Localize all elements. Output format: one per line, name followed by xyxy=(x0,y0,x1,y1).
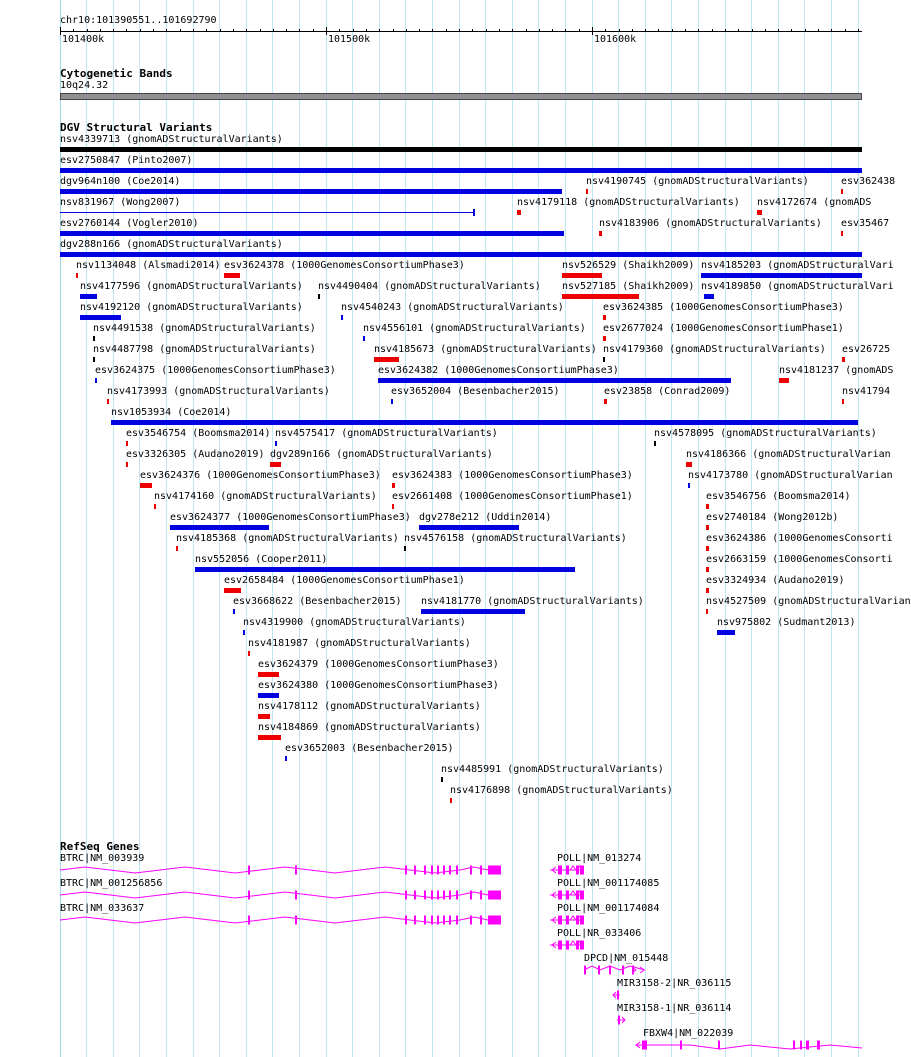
variant-label[interactable]: nsv526529 (Shaikh2009) xyxy=(562,260,695,271)
gene-label[interactable]: MIR3158-1|NR_036114 xyxy=(617,1003,732,1014)
variant-label[interactable]: esv26725 xyxy=(842,344,891,355)
gene-label[interactable]: BTRC|NM_003939 xyxy=(60,853,145,864)
variant-label[interactable]: nsv4177596 (gnomADStructuralVariants) xyxy=(80,281,303,292)
variant-label[interactable]: esv3668622 (Besenbacher2015) xyxy=(233,596,402,607)
gene-label[interactable]: BTRC|NM_033637 xyxy=(60,903,145,914)
variant-label[interactable]: esv3624385 (1000GenomesConsortiumPhase3) xyxy=(603,302,844,313)
variant-label[interactable]: esv3546756 (Boomsma2014) xyxy=(706,491,851,502)
variant-label[interactable]: esv3652004 (Besenbacher2015) xyxy=(391,386,560,397)
variant-label[interactable]: nsv4575417 (gnomADStructuralVariants) xyxy=(275,428,498,439)
cyto-band-label: 10q24.32 xyxy=(60,80,109,91)
variant-label[interactable]: esv3624375 (1000GenomesConsortiumPhase3) xyxy=(95,365,336,376)
track-title-dgv: DGV Structural Variants xyxy=(60,121,213,134)
ruler-tick-label: 101500k xyxy=(328,34,371,45)
variant-label[interactable]: esv362438 xyxy=(841,176,896,187)
variant-label[interactable]: nsv4173780 (gnomADStructuralVarian xyxy=(688,470,893,481)
gene-label[interactable]: BTRC|NM_001256856 xyxy=(60,878,163,889)
variant-label[interactable]: esv2663159 (1000GenomesConsorti xyxy=(706,554,893,565)
gene-label[interactable]: MIR3158-2|NR_036115 xyxy=(617,978,732,989)
variant-label[interactable]: esv3624386 (1000GenomesConsorti xyxy=(706,533,893,544)
variant-label[interactable]: esv3546754 (Boomsma2014) xyxy=(126,428,271,439)
variant-label[interactable]: esv3624378 (1000GenomesConsortiumPhase3) xyxy=(224,260,465,271)
variant-label[interactable]: esv2661408 (1000GenomesConsortiumPhase1) xyxy=(392,491,633,502)
gene-label[interactable]: POLL|NR_033406 xyxy=(557,928,642,939)
variant-label[interactable]: esv23858 (Conrad2009) xyxy=(604,386,731,397)
variant-label[interactable]: esv2677024 (1000GenomesConsortiumPhase1) xyxy=(603,323,844,334)
variant-label[interactable]: nsv4578095 (gnomADStructuralVariants) xyxy=(654,428,877,439)
variant-label[interactable]: nsv4491538 (gnomADStructuralVariants) xyxy=(93,323,316,334)
gene-label[interactable]: POLL|NM_013274 xyxy=(557,853,642,864)
variant-label[interactable]: nsv4185673 (gnomADStructuralVariants) xyxy=(374,344,597,355)
variant-label[interactable]: nsv975802 (Sudmant2013) xyxy=(717,617,856,628)
variant-label[interactable]: nsv4179118 (gnomADStructuralVariants) xyxy=(517,197,740,208)
variant-label[interactable]: nsv4186366 (gnomADStructuralVarian xyxy=(686,449,891,460)
variant-label[interactable]: nsv4190745 (gnomADStructuralVariants) xyxy=(586,176,809,187)
variant-label[interactable]: nsv4183906 (gnomADStructuralVariants) xyxy=(599,218,822,229)
variant-label[interactable]: nsv4576158 (gnomADStructuralVariants) xyxy=(404,533,627,544)
variant-label[interactable]: nsv4179360 (gnomADStructuralVariants) xyxy=(603,344,826,355)
variant-label[interactable]: dgv278e212 (Uddin2014) xyxy=(419,512,552,523)
gene-label[interactable]: POLL|NM_001174085 xyxy=(557,878,660,889)
variant-label[interactable]: nsv4540243 (gnomADStructuralVariants) xyxy=(341,302,564,313)
variant-label[interactable]: nsv552056 (Cooper2011) xyxy=(195,554,328,565)
variant-label[interactable]: nsv4181770 (gnomADStructuralVariants) xyxy=(421,596,644,607)
variant-label[interactable]: dgv964n100 (Coe2014) xyxy=(60,176,181,187)
variant-label[interactable]: nsv4185368 (gnomADStructuralVariants) xyxy=(176,533,399,544)
variant-label[interactable]: esv3624379 (1000GenomesConsortiumPhase3) xyxy=(258,659,499,670)
variant-label[interactable]: esv35467 xyxy=(841,218,890,229)
gene-label[interactable]: POLL|NM_001174084 xyxy=(557,903,660,914)
variant-label[interactable]: nsv4181237 (gnomADS xyxy=(779,365,894,376)
variant-label[interactable]: esv3624380 (1000GenomesConsortiumPhase3) xyxy=(258,680,499,691)
variant-label[interactable]: esv3624382 (1000GenomesConsortiumPhase3) xyxy=(378,365,619,376)
variant-label[interactable]: nsv4319900 (gnomADStructuralVariants) xyxy=(243,617,466,628)
variant-label[interactable]: nsv4527509 (gnomADStructuralVarian xyxy=(706,596,911,607)
variant-label[interactable]: esv3624376 (1000GenomesConsortiumPhase3) xyxy=(140,470,381,481)
track-title-refseq: RefSeq Genes xyxy=(60,840,140,853)
gene-label[interactable]: FBXW4|NM_022039 xyxy=(643,1028,734,1039)
variant-label[interactable]: nsv4184869 (gnomADStructuralVariants) xyxy=(258,722,481,733)
variant-label[interactable]: nsv1134048 (Alsmadi2014) xyxy=(76,260,221,271)
variant-label[interactable]: nsv4185203 (gnomADStructuralVari xyxy=(701,260,894,271)
variant-label[interactable]: dgv289n166 (gnomADStructuralVariants) xyxy=(270,449,493,460)
variant-label[interactable]: nsv4339713 (gnomADStructuralVariants) xyxy=(60,134,283,145)
variant-label[interactable]: esv3624377 (1000GenomesConsortiumPhase3) xyxy=(170,512,411,523)
variant-label[interactable]: esv3324934 (Audano2019) xyxy=(706,575,845,586)
variant-label[interactable]: esv3652003 (Besenbacher2015) xyxy=(285,743,454,754)
gene-label[interactable]: DPCD|NM_015448 xyxy=(584,953,669,964)
variant-label[interactable]: esv3326305 (Audano2019) xyxy=(126,449,265,460)
ruler-tick-label: 101400k xyxy=(62,34,105,45)
variant-label[interactable]: dgv288n166 (gnomADStructuralVariants) xyxy=(60,239,283,250)
variant-label[interactable]: nsv4192120 (gnomADStructuralVariants) xyxy=(80,302,303,313)
variant-label[interactable]: nsv4176898 (gnomADStructuralVariants) xyxy=(450,785,673,796)
variant-label[interactable]: nsv41794 xyxy=(842,386,891,397)
location-label: chr10:101390551..101692790 xyxy=(60,15,217,26)
variant-label[interactable]: nsv4490404 (gnomADStructuralVariants) xyxy=(318,281,541,292)
variant-label[interactable]: nsv4174160 (gnomADStructuralVariants) xyxy=(154,491,377,502)
ruler-tick-label: 101600k xyxy=(594,34,637,45)
variant-label[interactable]: nsv4487798 (gnomADStructuralVariants) xyxy=(93,344,316,355)
track-title-cytogenetic: Cytogenetic Bands xyxy=(60,67,173,80)
variant-label[interactable]: esv2740184 (Wong2012b) xyxy=(706,512,839,523)
variant-label[interactable]: esv2750847 (Pinto2007) xyxy=(60,155,193,166)
variant-label[interactable]: esv2760144 (Vogler2010) xyxy=(60,218,199,229)
variant-label[interactable]: nsv4173993 (gnomADStructuralVariants) xyxy=(107,386,330,397)
variant-label[interactable]: nsv4172674 (gnomADS xyxy=(757,197,872,208)
variant-label[interactable]: nsv4189850 (gnomADStructuralVari xyxy=(701,281,894,292)
variant-label[interactable]: nsv4181987 (gnomADStructuralVariants) xyxy=(248,638,471,649)
variant-label[interactable]: nsv527185 (Shaikh2009) xyxy=(562,281,695,292)
variant-label[interactable]: nsv4485991 (gnomADStructuralVariants) xyxy=(441,764,664,775)
variant-label[interactable]: nsv1053934 (Coe2014) xyxy=(111,407,232,418)
variant-label[interactable]: nsv831967 (Wong2007) xyxy=(60,197,181,208)
variant-label[interactable]: esv2658484 (1000GenomesConsortiumPhase1) xyxy=(224,575,465,586)
variant-label[interactable]: nsv4556101 (gnomADStructuralVariants) xyxy=(363,323,586,334)
variant-label[interactable]: esv3624383 (1000GenomesConsortiumPhase3) xyxy=(392,470,633,481)
variant-label[interactable]: nsv4178112 (gnomADStructuralVariants) xyxy=(258,701,481,712)
